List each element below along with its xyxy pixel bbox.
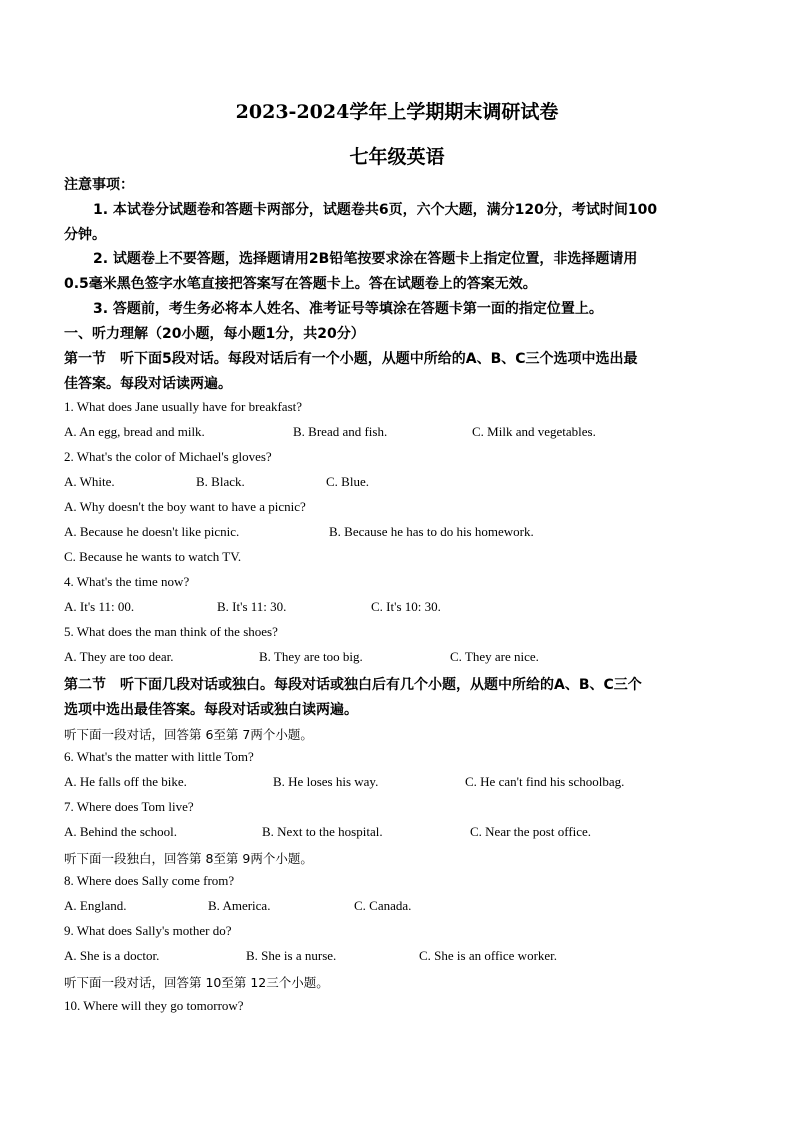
q6-option-a: A. He falls off the bike. xyxy=(64,774,187,789)
q9-option-c: C. She is an office worker. xyxy=(419,948,558,963)
part2-instructions-cont: 选项中选出最佳答案。每段对话或独白读两遍。 xyxy=(64,702,358,718)
exam-title: 2023-2024学年上学期期末调研试卷 xyxy=(235,101,559,123)
question-5: 5. What does the man think of the shoes? xyxy=(64,624,278,639)
q9-option-b: B. She is a nurse. xyxy=(246,948,337,963)
instruction-q6-q7: 听下面一段对话，回答第 6至第 7两个小题。 xyxy=(64,727,313,742)
notice-item-1-cont: 分钟。 xyxy=(64,227,106,243)
q1-option-c: C. Milk and vegetables. xyxy=(472,424,596,439)
q4-option-a: A. It's 11: 00. xyxy=(64,599,135,614)
question-4: 4. What's the time now? xyxy=(64,574,190,589)
q3-option-a: A. Because he doesn't like picnic. xyxy=(64,524,240,539)
q1-option-b: B. Bread and fish. xyxy=(293,424,388,439)
q7-option-c: C. Near the post office. xyxy=(470,824,592,839)
notice-item-1: 1. 本试卷分试题卷和答题卡两部分，试题卷共6页，六个大题，满分120分，考试时间100 xyxy=(93,202,658,218)
q8-option-a: A. England. xyxy=(64,898,127,913)
part2-instructions: 第二节 听下面几段对话或独白。每段对话或独白后有几个小题，从题中所给的A、B、C三个 xyxy=(64,677,642,693)
question-1: 1. What does Jane usually have for breakfast? xyxy=(64,399,303,414)
q8-option-c: C. Canada. xyxy=(354,898,412,913)
q5-option-c: C. They are nice. xyxy=(450,649,539,664)
q1-option-a: A. An egg, bread and milk. xyxy=(64,424,205,439)
q6-option-c: C. He can't find his schoolbag. xyxy=(465,774,625,789)
q9-option-a: A. She is a doctor. xyxy=(64,948,160,963)
notice-item-3: 3. 答题前，考生务必将本人姓名、准考证号等填涂在答题卡第一面的指定位置上。 xyxy=(93,301,603,317)
q2-option-b: B. Black. xyxy=(196,474,245,489)
q5-option-a: A. They are too dear. xyxy=(64,649,174,664)
q2-option-a: A. White. xyxy=(64,474,115,489)
part1-instructions-cont: 佳答案。每段对话读两遍。 xyxy=(64,376,232,392)
q3-option-c: C. Because he wants to watch TV. xyxy=(64,549,242,564)
q5-option-b: B. They are too big. xyxy=(259,649,363,664)
q7-option-a: A. Behind the school. xyxy=(64,824,178,839)
q7-option-b: B. Next to the hospital. xyxy=(262,824,383,839)
question-3: A. Why doesn't the boy want to have a picnic? xyxy=(64,499,306,514)
question-9: 9. What does Sally's mother do? xyxy=(64,923,232,938)
question-2: 2. What's the color of Michael's gloves? xyxy=(64,449,272,464)
section-heading-listening: 一、听力理解（20小题，每小题1分，共20分） xyxy=(64,326,365,342)
exam-subtitle: 七年级英语 xyxy=(349,146,445,168)
notice-heading: 注意事项： xyxy=(64,177,134,193)
q2-option-c: C. Blue. xyxy=(326,474,369,489)
instruction-q8-q9: 听下面一段独白，回答第 8至第 9两个小题。 xyxy=(64,851,313,866)
q6-option-b: B. He loses his way. xyxy=(273,774,379,789)
question-10: 10. Where will they go tomorrow? xyxy=(64,998,244,1013)
q3-option-b: B. Because he has to do his homework. xyxy=(329,524,534,539)
notice-item-2: 2. 试题卷上不要答题，选择题请用2B铅笔按要求涂在答题卡上指定位置，非选择题请用 xyxy=(93,251,638,267)
question-6: 6. What's the matter with little Tom? xyxy=(64,749,254,764)
q4-option-b: B. It's 11: 30. xyxy=(217,599,287,614)
q4-option-c: C. It's 10: 30. xyxy=(371,599,441,614)
question-7: 7. Where does Tom live? xyxy=(64,799,194,814)
instruction-q10-q12: 听下面一段对话，回答第 10至第 12三个小题。 xyxy=(64,975,329,990)
part1-instructions: 第一节 听下面5段对话。每段对话后有一个小题，从题中所给的A、B、C三个选项中选出最 xyxy=(64,351,638,367)
question-8: 8. Where does Sally come from? xyxy=(64,873,235,888)
q8-option-b: B. America. xyxy=(208,898,271,913)
notice-item-2-cont: 0.5毫米黑色签字水笔直接把答案写在答题卡上。答在试题卷上的答案无效。 xyxy=(64,276,537,292)
